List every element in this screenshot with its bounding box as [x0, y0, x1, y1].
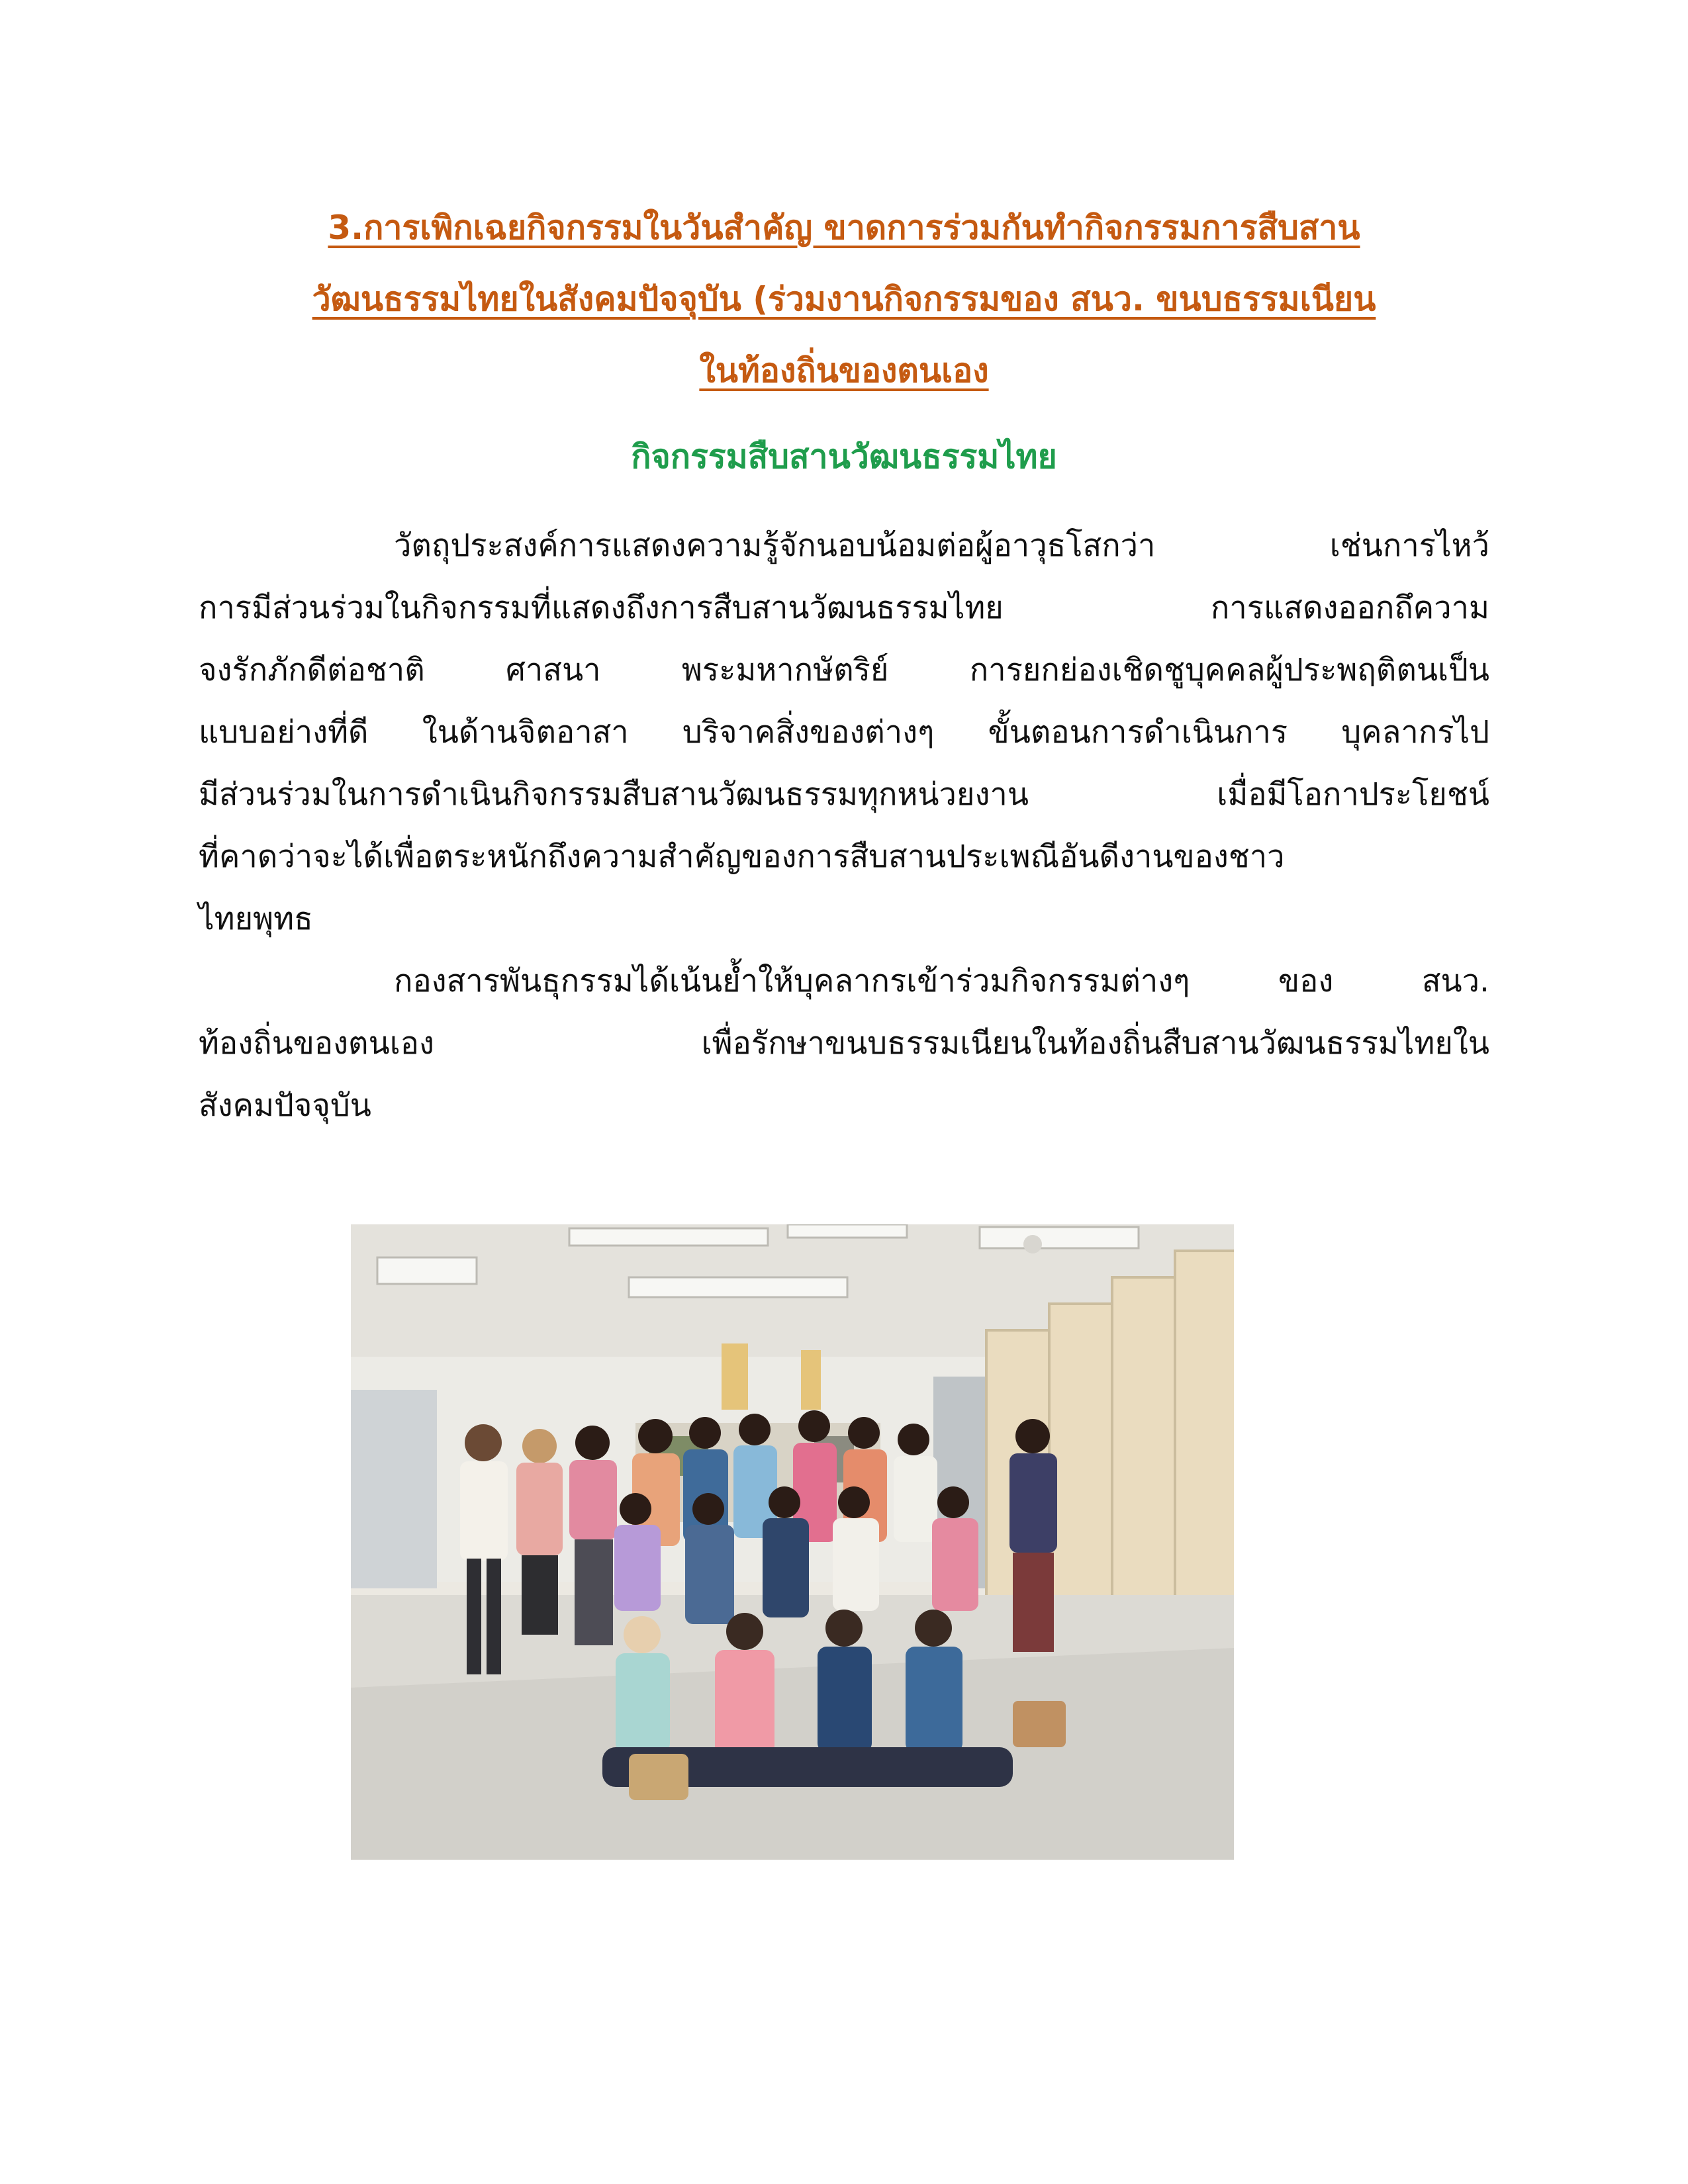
heading-line-2: วัฒนธรรมไทยในสังคมปัจจุบัน (ร่วมงานกิจกรรมของ สนว. ขนบธรรมเนียน	[312, 280, 1376, 318]
paragraph-line: กองสารพันธุกรรมได้เน้นย้ำให้บุคลากรเข้าร่วมกิจกรรมต่างๆ ของ สนว.	[394, 963, 1489, 999]
paragraph-line: มีส่วนร่วมในการดำเนินกิจกรรมสืบสานวัฒนธรรมทุกหน่วยงาน เมื่อมีโอกาประโยชน์	[199, 776, 1489, 813]
paragraph-line: ที่คาดว่าจะได้เพื่อตระหนักถึงความสำคัญของการสืบสานประเพณีอันดีงานของชาว	[199, 839, 1285, 875]
paragraph-objective	[199, 515, 1489, 950]
paragraph-division	[199, 950, 1489, 1137]
paragraph-line: ท้องถิ่นของตนเอง เพื่อรักษาขนบธรรมเนียนในท้องถิ่นสืบสานวัฒนธรรมไทยใน	[199, 1025, 1489, 1062]
paragraph-line: การมีส่วนร่วมในกิจกรรมที่แสดงถึงการสืบสานวัฒนธรรมไทย การแสดงออกถึความ	[199, 590, 1489, 626]
paragraph-line: จงรักภักดีต่อชาติ ศาสนา พระมหากษัตริย์ การยกย่องเชิดชูบุคคลผู้ประพฤติตนเป็น	[199, 652, 1489, 688]
paragraph-line: สังคมปัจจุบัน	[199, 1087, 371, 1124]
section-heading	[199, 192, 1489, 406]
paragraph-line: วัตถุประสงค์การแสดงความรู้จักนอบน้อมต่อผู้อาวุธโสกว่า เช่นการไหว้	[394, 527, 1489, 564]
heading-line-3: ในท้องถิ่นของตนเอง	[699, 351, 989, 390]
group-photo	[351, 1224, 1234, 1860]
group-photo-image	[351, 1224, 1234, 1860]
paragraph-line: ไทยพุทธ	[199, 901, 313, 937]
activity-subheading: กิจกรรมสืบสานวัฒนธรรมไทย	[631, 437, 1057, 476]
paragraph-line: แบบอย่างที่ดี ในด้านจิตอาสา บริจาคสิ่งของต่างๆ ขั้นตอนการดำเนินการ บุคลากรไป	[199, 714, 1489, 751]
heading-line-1: 3.การเพิกเฉยกิจกรรมในวันสำคัญ ขาดการร่วมกันทำกิจกรรมการสืบสาน	[328, 208, 1360, 247]
